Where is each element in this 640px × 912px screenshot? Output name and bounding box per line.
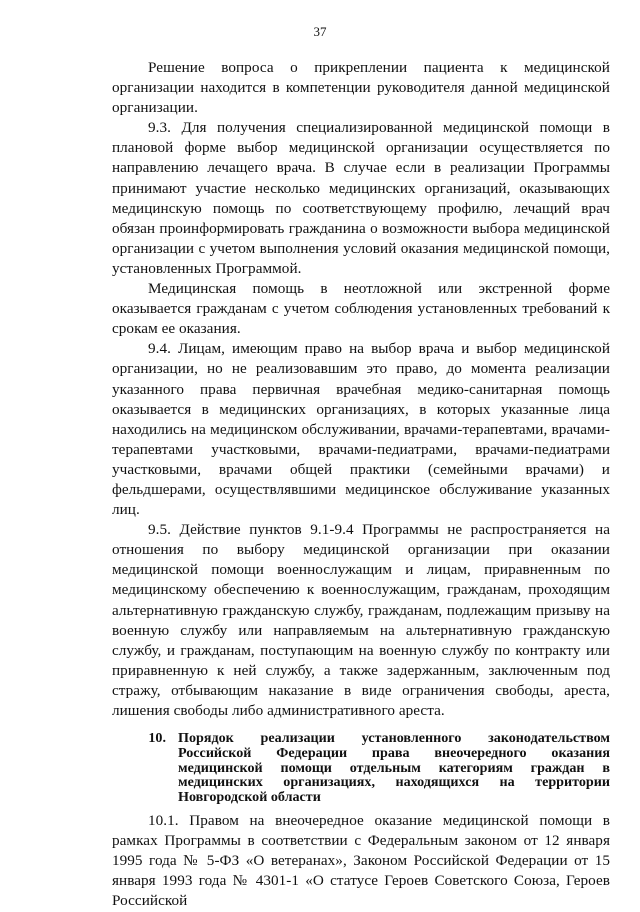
- section-number: 10.: [148, 730, 166, 747]
- paragraph-emergency-care: Медицинская помощь в неотложной или экстренной форме оказывается гражданам с учетом соблюдения установленных требований к срокам ее оказания.: [112, 280, 610, 338]
- paragraph-attachment-decision: Решение вопроса о прикреплении пациента к медицинской организации находится в компетенции руководителя данной медицинской организации.: [112, 59, 610, 117]
- document-body: [112, 58, 610, 912]
- page-number: 37: [313, 24, 327, 39]
- paragraph-9-5: 9.5. Действие пунктов 9.1-9.4 Программы не распространяется на отношения по выбору медицинской организации при оказании медицинской помощи военнослужащим и лицам, приравненным по медицинскому обеспечению к военнослужащим, гражданам, проходящим альтернативную гражданскую службу, гражданам, подлежащим призыву на военную службу или направляемым на альтернативную гражданскую службу, и гражданам, поступающим на военную службу по контракту или приравненную к ней службу, а также задержанным, заключенным под стражу, отбывающим наказание в виде ограничения свободы, ареста, лишения свободы либо административного ареста.: [112, 521, 610, 719]
- paragraph-10-1: 10.1. Правом на внеочередное оказание медицинской помощи в рамках Программы в соответствии с Федеральным законом от 12 января 1995 года № 5-ФЗ «О ветеранах», Законом Российской Федерации от 15 января 1993 года № 4301-1 «О статусе Героев Советского Союза, Героев Российской: [112, 812, 610, 910]
- section-heading: [112, 731, 610, 805]
- paragraph-9-3: 9.3. Для получения специализированной медицинской помощи в плановой форме выбор медицинской организации осуществляется по направлению лечащего врача. В случае если в реализации Программы принимают участие несколько медицинских организаций, оказывающих медицинскую помощь по соответствующему профилю, лечащий врач обязан проинформировать гражданина о возможности выбора медицинской организации с учетом выполнения условий оказания медицинской помощи, установленных Программой.: [112, 119, 610, 277]
- section-title: Порядок реализации установленного законодательством Российской Федерации права внеочередного оказания медицинской помощи отдельным категориям граждан в медицинских организациях, находящихся на территории Новгородской области: [178, 730, 610, 806]
- paragraph-9-4: 9.4. Лицам, имеющим право на выбор врача и выбор медицинской организации, но не реализовавшим это право, до момента реализации указанного права первичная врачебная медико-санитарная помощь оказывается в медицинских организациях, в которых указанные лица находились на медицинском обслуживании, врачами-терапевтами, врачами-терапевтами участковыми, врачами-педиатрами, врачами-педиатрами участковыми, врачами общей практики (семейными врачами) и фельдшерами, осуществлявшими медицинское обслуживание указанных лиц.: [112, 340, 610, 519]
